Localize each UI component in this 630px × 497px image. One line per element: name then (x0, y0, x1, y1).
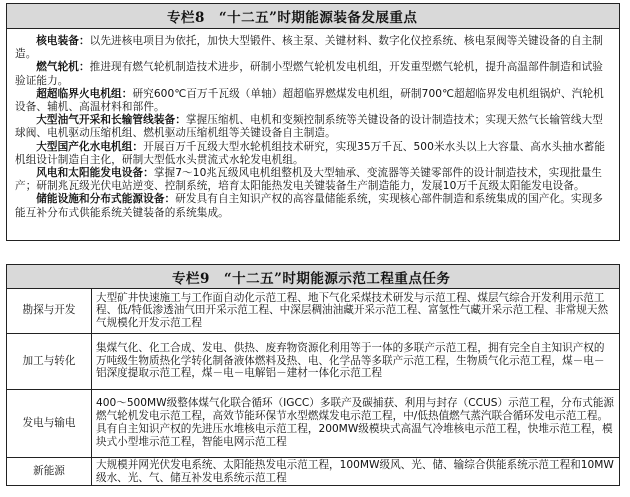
box8-item-text: 以先进核电项目为依托，加快大型锻件、核主泵、关键材料、数字化仪控系统、核电泵阀等关键设备的自主制造。 (15, 35, 603, 61)
table-row (7, 289, 619, 333)
row-content: 400～500MW级整体煤气化联合循环（IGCC）多联产及碳捕获、利用与封存（CCUS）示范工程，分布式能源燃气轮机发电示范工程，高效节能环保节水型燃煤发电示范工程，中/低热值燃气蒸汽联合循环发电示范工程。具有自主知识产权的先进压水堆核电示范工程，200MW级模块式高温气冷堆核电示范工程，快堆示范工程，模块式小型堆示范工程，智能电网示范工程 (92, 389, 620, 457)
box8-body (7, 29, 619, 220)
box8-item (15, 193, 611, 219)
row-category: 勘探与开发 (7, 289, 92, 333)
box8-item (15, 114, 611, 140)
row-category: 加工与转化 (7, 333, 92, 389)
box8-item-text: 掌握7～10兆瓦级风电机组整机及大型轴承、变流器等关键零部件的设计制造技术，实现批量生产；研制兆瓦级光伏电站逆变、控制系统，培育太阳能热发电关键装备生产制造能力，发展10万千瓦级太阳能发电设备。 (15, 167, 603, 193)
box8-item-text: 推进现有燃气轮机制造技术进步，研制小型燃气轮机发电机组，开发重型燃气轮机，提升高温部件制造和试验验证能力。 (15, 61, 603, 87)
box8-item-text: 研究600℃百万千瓦级（单轴）超超临界燃煤发电机组，研制700℃超超临界发电机组锅炉、汽轮机设备、辅机、高温材料和部件。 (15, 87, 604, 114)
table-row (7, 389, 619, 457)
box8-item-term: 风电和太阳能发电设备： (36, 167, 154, 180)
box8-item-term: 超超临界火电机组： (36, 87, 133, 100)
box8-item (15, 141, 611, 167)
box9-title: 专栏9 “十二五”时期能源示范工程重点任务 (7, 265, 619, 289)
task-table (7, 289, 619, 486)
box8-title: 专栏8 “十二五”时期能源装备发展重点 (7, 4, 619, 29)
box8-item-term: 储能设施和分布式能源设备： (36, 193, 176, 206)
box8-item-text: 研发具有自主知识产权的高容量储能系统，实现核心部件制造和系统集成的国产化。实现多能互补分布式供能系统关键装备的系统集成。 (15, 193, 603, 219)
row-category: 新能源 (7, 457, 92, 486)
box8-item-text: 开展百万千瓦级大型水轮机组技术研究，实现35万千瓦、500米水头以上大容量、高水头抽水蓄能机组设计制造自主化，研制大型低水头贯流式水轮发电机组。 (15, 140, 606, 166)
row-category: 发电与输电 (7, 389, 92, 457)
table-row (7, 457, 619, 486)
feature-box-9 (6, 264, 620, 486)
box8-item (15, 88, 611, 114)
table-row (7, 333, 619, 389)
box8-item (15, 61, 611, 87)
row-content: 集煤气化、化工合成、发电、供热、废弃物资源化利用等于一体的多联产示范工程，拥有完全自主知识产权的万吨级生物质热化学转化制备液体燃料及热、电、化学品等多联产示范工程，生物质气化示范工程，煤－电－铝深度提取示范工程，煤－电－电解铝－建材一体化示范工程 (92, 333, 620, 389)
box8-item-term: 核电装备： (36, 35, 90, 47)
box8-item-text: 掌握压缩机、电机和变频控制系统等关键设备的设计制造技术；实现天然气长输管线大型球阀、电机驱动压缩机组、燃机驱动压缩机组等关键设备自主制造。 (15, 114, 603, 140)
row-content: 大规模并网光伏发电系统、太阳能热发电示范工程，100MW级风、光、储、输综合供能系统示范工程和10MW级水、光、气、储互补发电系统示范工程 (92, 457, 620, 486)
box8-item (15, 35, 611, 61)
box8-item (15, 167, 611, 193)
box8-item-term: 燃气轮机： (36, 61, 90, 74)
box8-item-term: 大型国产化水电机组： (36, 140, 144, 153)
box8-item-term: 大型油气开采和长输管线装备： (36, 114, 186, 127)
feature-box-8 (6, 3, 620, 241)
row-content: 大型矿井快速施工与工作面自动化示范工程、地下气化采煤技术研发与示范工程、煤层气综合开发利用示范工程、低/特低渗透油气田开采示范工程、中深层稠油油藏开采示范工程、富氢性气藏开采示范工程、非常规天然气规模化开发示范工程 (92, 289, 620, 333)
